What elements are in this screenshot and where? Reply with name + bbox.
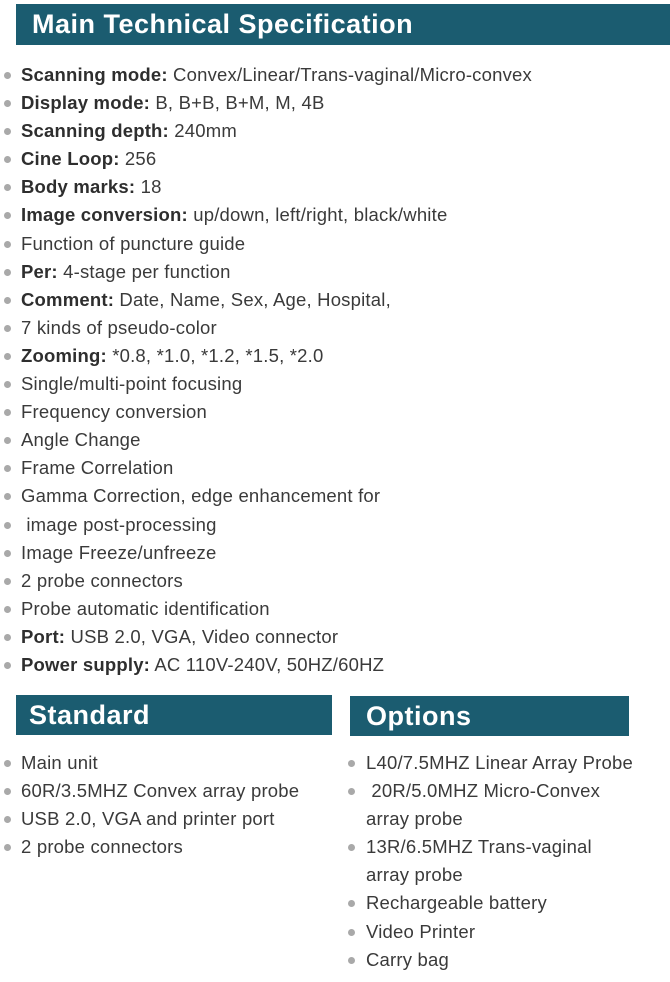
bullet-icon (4, 493, 11, 500)
bullet-icon (4, 550, 11, 557)
bullet-icon (4, 634, 11, 641)
bullet-icon (4, 212, 11, 219)
spec-item (2, 511, 662, 539)
spec-label: Body marks: (21, 176, 136, 198)
item-text: Video Printer (366, 920, 476, 942)
item-text: Main unit (21, 752, 98, 773)
item-text: 2 probe connectors (21, 569, 183, 591)
item-text: up/down, left/right, black/white (187, 204, 448, 226)
item-text: Gamma Correction, edge enhancement for (21, 485, 381, 507)
bullet-icon (4, 381, 11, 388)
standard-list (2, 749, 342, 861)
bullet-icon (4, 606, 11, 613)
spec-item (2, 539, 662, 567)
spec-item (2, 398, 662, 426)
item-text: USB 2.0, VGA and printer port (21, 808, 275, 830)
bullet-icon (4, 578, 11, 585)
spec-item (2, 595, 662, 623)
item-text: Probe automatic identification (21, 597, 270, 619)
spec-label: Scanning depth: (21, 120, 169, 142)
item-text: Rechargeable battery (366, 892, 547, 914)
option-item (346, 749, 668, 777)
item-text: array probe (366, 864, 463, 886)
spec-item (2, 89, 662, 117)
option-item (346, 918, 668, 946)
item-text: Date, Name, Sex, Age, Hospital, (114, 288, 391, 310)
options-header: Options (350, 696, 629, 736)
spec-item (2, 314, 662, 342)
item-text: Carry bag (366, 948, 450, 970)
spec-item (2, 173, 662, 201)
item-text: 7 kinds of pseudo-color (21, 316, 217, 338)
spec-label: Display mode: (21, 92, 151, 114)
option-item (346, 889, 668, 917)
spec-item (2, 286, 662, 314)
standard-item (2, 777, 342, 805)
spec-label: Power supply: (21, 653, 151, 675)
bullet-icon (348, 900, 355, 907)
item-text: B, B+B, B+M, M, 4B (150, 92, 325, 114)
item-text: 60R/3.5MHZ Convex array probe (21, 780, 300, 802)
item-text: 13R/6.5MHZ Trans-vaginal (366, 836, 592, 858)
bullet-icon (4, 100, 11, 107)
option-item (346, 833, 668, 861)
bullet-icon (348, 957, 355, 964)
bullet-icon (4, 662, 11, 669)
spec-label: Per: (21, 260, 58, 282)
item-text: image post-processing (21, 513, 217, 535)
bullet-icon (4, 184, 11, 191)
option-item (346, 805, 668, 833)
bullet-icon (4, 788, 11, 795)
standard-item (2, 833, 342, 861)
options-list (346, 749, 668, 974)
bullet-icon (4, 760, 11, 767)
standard-header: Standard (16, 695, 332, 735)
bullet-icon (4, 72, 11, 79)
bullet-icon (4, 325, 11, 332)
item-text: L40/7.5MHZ Linear Array Probe (366, 752, 633, 773)
item-text: 2 probe connectors (21, 836, 183, 858)
bullet-icon (4, 437, 11, 444)
spec-item (2, 201, 662, 229)
spec-item (2, 117, 662, 145)
bullet-icon (4, 241, 11, 248)
main-spec-header: Main Technical Specification (16, 4, 670, 45)
item-text: 18 (135, 176, 162, 198)
spec-item (2, 370, 662, 398)
item-text: Frequency conversion (21, 401, 208, 423)
option-item (346, 861, 668, 889)
item-text: Convex/Linear/Trans-vaginal/Micro-convex (167, 64, 533, 85)
bullet-icon (4, 409, 11, 416)
item-text: 240mm (168, 120, 237, 142)
bullet-icon (4, 269, 11, 276)
spec-item (2, 342, 662, 370)
item-text: Angle Change (21, 429, 141, 451)
item-text: Function of puncture guide (21, 232, 246, 254)
spec-item (2, 61, 662, 89)
spec-item (2, 426, 662, 454)
standard-item (2, 805, 342, 833)
bullet-icon (4, 465, 11, 472)
spec-item (2, 482, 662, 510)
bullet-icon (4, 353, 11, 360)
item-text: 4-stage per function (57, 260, 231, 282)
bullet-icon (4, 522, 11, 529)
spec-label: Comment: (21, 288, 115, 310)
bullet-icon (4, 128, 11, 135)
spec-label: Image conversion: (21, 204, 188, 226)
option-item (346, 946, 668, 974)
spec-label: Cine Loop: (21, 148, 120, 170)
item-text: Image Freeze/unfreeze (21, 541, 217, 563)
standard-item (2, 749, 342, 777)
bullet-icon (348, 844, 355, 851)
spec-label: Scanning mode: (21, 64, 168, 85)
bullet-icon (348, 788, 355, 795)
spec-item (2, 567, 662, 595)
bullet-icon (348, 760, 355, 767)
bullet-icon (4, 297, 11, 304)
spec-list (2, 61, 662, 679)
item-text: Single/multi-point focusing (21, 373, 243, 395)
option-item (346, 777, 668, 805)
spec-item (2, 623, 662, 651)
spec-label: Port: (21, 625, 66, 647)
bullet-icon (4, 816, 11, 823)
item-text: Frame Correlation (21, 457, 174, 479)
item-text: 20R/5.0MHZ Micro-Convex (366, 780, 601, 802)
bullet-icon (348, 929, 355, 936)
spec-item (2, 258, 662, 286)
item-text: *0.8, *1.0, *1.2, *1.5, *2.0 (106, 344, 324, 366)
bullet-icon (4, 844, 11, 851)
item-text: 256 (119, 148, 157, 170)
item-text: array probe (366, 808, 463, 830)
bullet-icon (4, 156, 11, 163)
item-text: AC 110V-240V, 50HZ/60HZ (150, 653, 385, 675)
spec-label: Zooming: (21, 344, 107, 366)
spec-item (2, 230, 662, 258)
spec-item (2, 651, 662, 679)
item-text: USB 2.0, VGA, Video connector (65, 625, 339, 647)
spec-item (2, 454, 662, 482)
spec-item (2, 145, 662, 173)
